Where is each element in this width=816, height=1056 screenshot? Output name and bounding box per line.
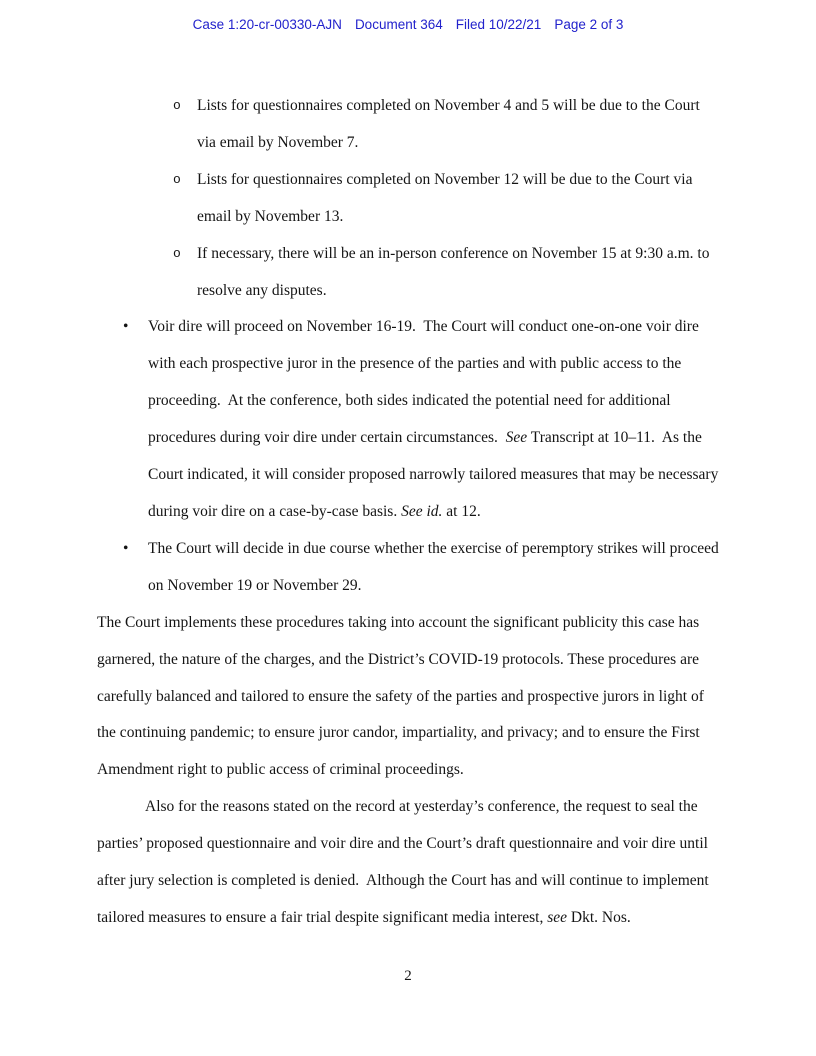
body-paragraph [97, 605, 720, 790]
text-run: Lists for questionnaires completed on November 12 will be due to the Court via email by November 13. [197, 170, 697, 225]
text-run: The Court implements these procedures taking into account the significant publicity this case has garnered, the nature of the charges, and the District’s COVID-19 protocols. These procedures are carefully balanced and tailored to ensure the safety of the parties and prospective jurors in light of the continuing pandemic; to ensure juror candor, impartiality, and privacy; and to ensure the First Amendment right to public access of criminal proceedings. [97, 613, 708, 779]
sub-bullet-text [197, 245, 713, 299]
sub-bullet-item [97, 162, 720, 236]
sub-bullet-text [197, 97, 704, 151]
bullet-text [148, 318, 722, 520]
sub-bullet-item [97, 236, 720, 310]
stamp-case-number: Case 1:20-cr-00330-AJN [192, 17, 342, 32]
italic-text-run: see [547, 908, 567, 926]
text-run: Lists for questionnaires completed on November 4 and 5 will be due to the Court via email by November 7. [197, 97, 704, 151]
sub-bullet-text [197, 171, 696, 225]
text-run: The Court will decide in due course whether the exercise of peremptory strikes will proceed on November 19 or November 29. [148, 539, 723, 594]
disc-bullet-marker: • [123, 318, 129, 336]
italic-text-run: See id. [401, 502, 443, 520]
text-run: Also for the reasons stated on the record at yesterday’s conference, the request to seal the parties’ proposed questionnaire and voir dire and the Court’s draft questionnaire and voir dire until after jury selection is completed is denied. Although the Court has and will continue to implement tailored measures to ensure a fair trial despite significant media interest, [97, 798, 713, 926]
circle-bullet-marker: o [173, 98, 181, 113]
bullet-item [97, 531, 723, 605]
bullet-item [97, 309, 723, 530]
stamp-page-count: Page 2 of 3 [554, 17, 624, 32]
circle-bullet-marker: o [173, 245, 181, 261]
pacer-header-stamp [0, 16, 816, 34]
page-number: 2 [404, 968, 412, 984]
bullet-text [148, 540, 723, 594]
circle-bullet-marker: o [173, 171, 181, 187]
text-run: at 12. [442, 502, 481, 520]
text-run: If necessary, there will be an in-person conference on November 15 at 9:30 a.m. to resolve any disputes. [197, 244, 714, 299]
stamp-document-number: Document 364 [354, 17, 443, 32]
document-body [97, 88, 723, 937]
text-run: Voir dire will proceed on November 16-19. The Court will conduct one-on-one voir dire with each prospective juror in the presence of the parties and with public access to the proceeding. At the conference, both sides indicated the potential need for additional procedures during voir dire under certain circumstances. [148, 318, 703, 447]
text-run: Dkt. Nos. [567, 908, 631, 926]
body-paragraph [97, 789, 720, 937]
text-run: Transcript at 10–11. As the Court indicated, it will consider proposed narrowly tailored measures that may be necessary during voir dire on a case-by-case basis. [148, 429, 723, 520]
sub-bullet-item [97, 88, 720, 162]
stamp-filed-date: Filed 10/22/21 [455, 17, 542, 32]
italic-text-run: See [505, 429, 528, 447]
disc-bullet-marker: • [123, 539, 129, 557]
